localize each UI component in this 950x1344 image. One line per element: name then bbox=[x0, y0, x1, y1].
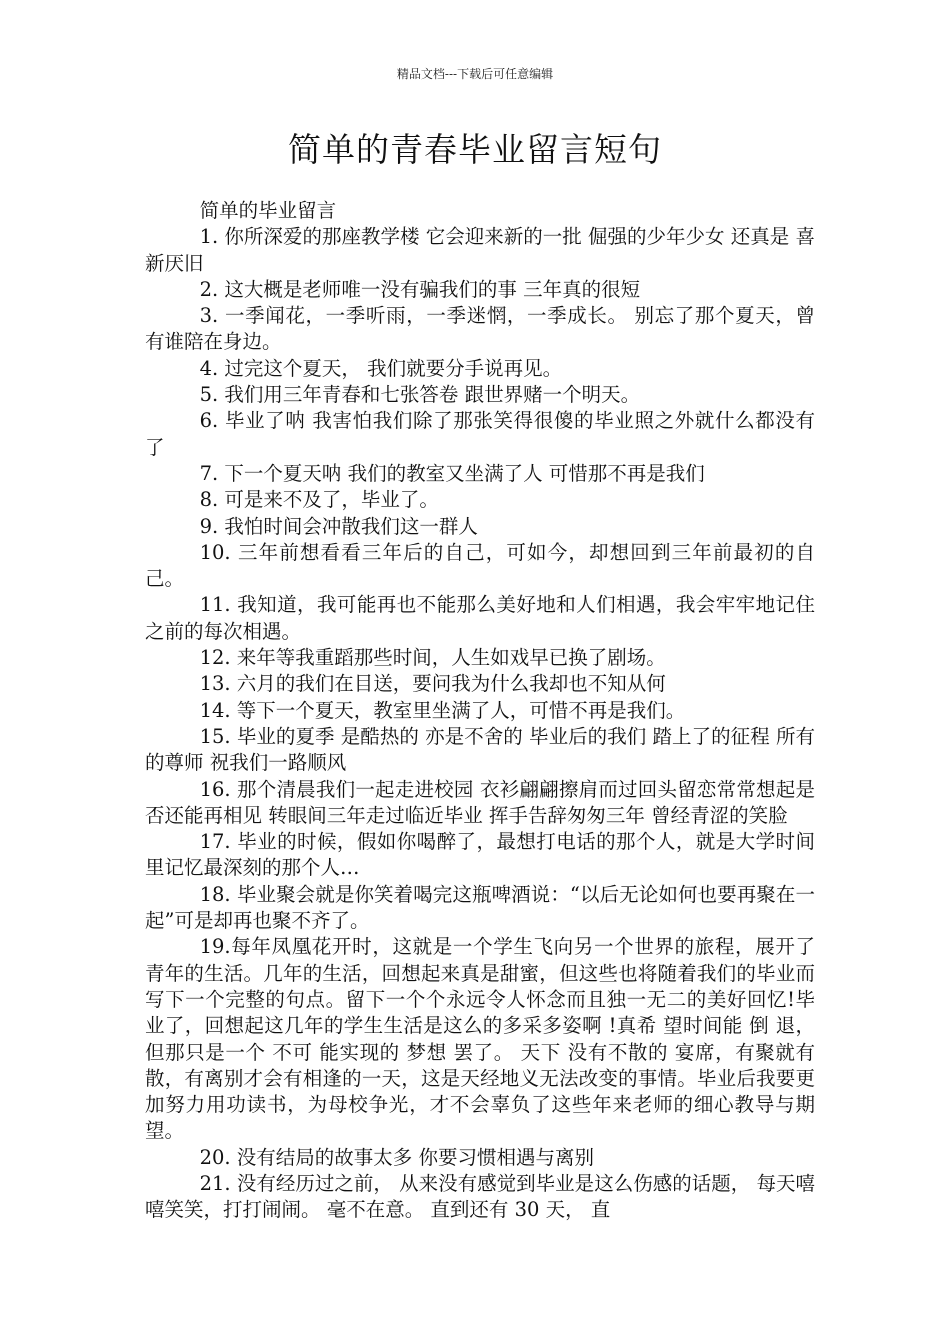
document-body bbox=[145, 198, 815, 1224]
paragraph-19: 19.每年凤凰花开时，这就是一个学生飞向另一个世界的旅程，展开了青年的生活。几年的生活，回想起来真是甜蜜，但这些也将随着我们的毕业而写下一个完整的句点。留下一个个永远令人怀念而且独一无二的美好回忆!毕业了，回想起这几年的学生生活是这么的多采多姿啊 !真希 望时间能 倒 退，但那只是一个 不可 能实现的 梦想 罢了。 天下 没有不散的 宴席，有聚就有散，有离别才会有相逢的一天，这是天经地义无法改变的事情。毕业后我要更加努力用功读书，为母校争光，才不会辜负了这些年来老师的细心教导与期望。 bbox=[145, 935, 815, 1143]
paragraph-11: 11. 我知道，我可能再也不能那么美好地和人们相遇，我会牢牢地记住之前的每次相遇。 bbox=[145, 593, 815, 643]
paragraph-14: 14. 等下一个夏天，教室里坐满了人，可惜不再是我们。 bbox=[199, 698, 686, 722]
paragraph-6: 6. 毕业了呐 我害怕我们除了那张笑得很傻的毕业照之外就什么都没有了 bbox=[145, 409, 815, 459]
paragraph-17: 17. 毕业的时候，假如你喝醉了，最想打电话的那个人，就是大学时间里记忆最深刻的那个人… bbox=[145, 830, 815, 880]
paragraph-1: 1. 你所深爱的那座教学楼 它会迎来新的一批 倔强的少年少女 还真是 喜新厌旧 bbox=[145, 225, 815, 275]
paragraph-4: 4. 过完这个夏天， 我们就要分手说再见。 bbox=[199, 356, 563, 380]
paragraph-8: 8. 可是来不及了，毕业了。 bbox=[199, 488, 439, 512]
paragraph-10: 10. 三年前想看看三年后的自己，可如今，却想回到三年前最初的自己。 bbox=[145, 540, 815, 591]
paragraph-5: 5. 我们用三年青春和七张答卷 跟世界赌一个明天。 bbox=[199, 383, 641, 407]
paragraph-20: 20. 没有结局的故事太多 你要习惯相遇与离别 bbox=[199, 1145, 595, 1169]
paragraph-9: 9. 我怕时间会冲散我们这一群人 bbox=[199, 514, 478, 538]
paragraph-16: 16. 那个清晨我们一起走进校园 衣衫翩翩擦肩而过回头留恋常常想起是否还能再相见 转眼间三年走过临近毕业 挥手告辞匆匆三年 曾经青涩的笑脸 bbox=[145, 777, 815, 827]
section-subtitle: 简单的毕业留言 bbox=[199, 199, 337, 222]
paragraph-2: 2. 这大概是老师唯一没有骗我们的事 三年真的很短 bbox=[199, 277, 641, 301]
paragraph-13: 13. 六月的我们在目送，要问我为什么我却也不知从何 bbox=[199, 672, 666, 696]
document-title: 简单的青春毕业留言短句 bbox=[288, 130, 662, 169]
page-header-note: 精品文档---下载后可任意编辑 bbox=[396, 67, 554, 81]
paragraph-12: 12. 来年等我重蹈那些时间，人生如戏早已换了剧场。 bbox=[199, 646, 666, 670]
paragraph-7: 7. 下一个夏天呐 我们的教室又坐满了人 可惜那不再是我们 bbox=[199, 461, 705, 485]
paragraph-15: 15. 毕业的夏季 是酷热的 亦是不舍的 毕业后的我们 踏上了的征程 所有的尊师 祝我们一路顺风 bbox=[145, 724, 815, 775]
paragraph-3: 3. 一季闻花，一季听雨，一季迷惘，一季成长。 别忘了那个夏天，曾有谁陪在身边。 bbox=[145, 304, 815, 354]
paragraph-21: 21. 没有经历过之前， 从来没有感觉到毕业是这么伤感的话题， 每天嘻嘻笑笑，打打闹闹。 毫不在意。 直到还有 30 天， 直 bbox=[145, 1171, 815, 1222]
paragraph-18: 18. 毕业聚会就是你笑着喝完这瓶啤酒说：“以后无论如何也要再聚在一起”可是却再也聚不齐了。 bbox=[145, 882, 815, 933]
